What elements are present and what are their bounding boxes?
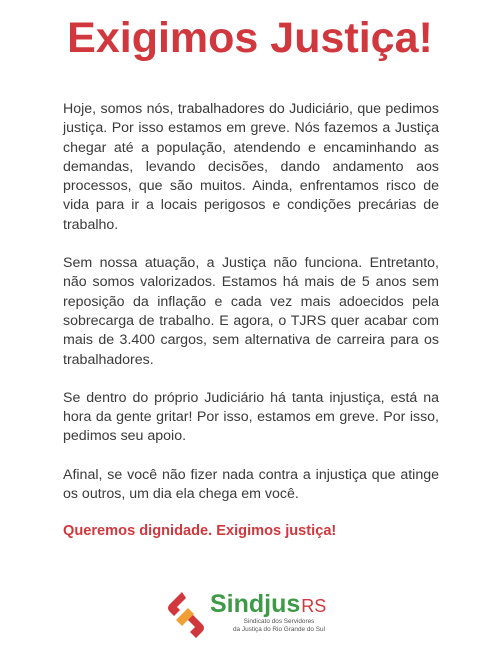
brand-subtitle [214, 618, 344, 634]
paragraph-4: Afinal, se você não fizer nada contra a injustiça que atinge os outros, um dia ela chega em você. [63, 466, 439, 503]
sindjus-logo-mark-icon [164, 590, 208, 638]
brand-suffix: RS [301, 596, 327, 616]
brand-name [210, 590, 326, 619]
headline: Exigimos Justiça! [67, 14, 433, 62]
paragraph-2: Sem nossa atuação, a Justiça não funciona. Entretanto, não somos valorizados. Estamos há mais de 5 anos sem reposição da inflação e cada vez mais adoecidos pela sobrecarga de trabalho. E agora, o TJRS quer acabar com mais de 3.400 cargos, sem alternativa de carreira para os trabalhadores. [63, 255, 439, 368]
sindjus-logo [160, 586, 360, 642]
closing-slogan: Queremos dignidade. Exigimos justiça! [63, 523, 337, 540]
paragraph-3: Se dentro do próprio Judiciário há tanta injustiça, está na hora da gente gritar! Por isso, estamos em greve. Por isso, pedimos seu apoio. [63, 389, 439, 445]
letter-body [63, 100, 439, 539]
brand-main: Sindjus [210, 590, 301, 618]
subtitle-line-2: da Justiça do Rio Grande do Sul [232, 626, 325, 633]
subtitle-line-1: Sindicato dos Servidores [243, 618, 315, 625]
paragraph-1: Hoje, somos nós, trabalhadores do Judiciário, que pedimos justiça. Por isso estamos em greve. Nós fazemos a Justiça chegar até a população, atendendo e encaminhando as demandas, levando decisões, dando andamento aos processos, que são muitos. Ainda, enfrentamos risco de vida para ir a locais perigosos e condições precárias de trabalho. [63, 101, 439, 233]
